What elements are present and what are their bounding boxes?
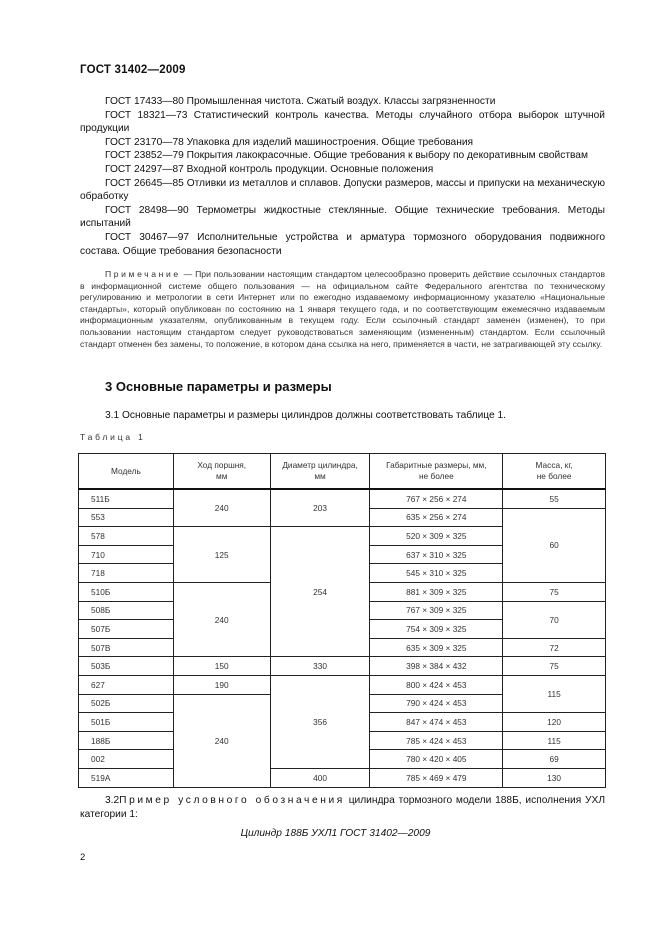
paragraph-text: цилиндра тормозного модели 188Б, исполнения УХЛ категории 1: [80, 795, 606, 820]
reference-item: ГОСТ 26645—85 Отливки из металлов и сплавов. Допуски размеров, массы и припуски на механическую обработку [80, 177, 605, 203]
cell-model: 718 [79, 564, 174, 583]
cell-mass: 70 [503, 601, 606, 638]
cell-model: 188Б [79, 731, 174, 750]
cell-mass: 55 [503, 489, 606, 508]
cell-model: 508Б [79, 601, 174, 620]
parameters-table [78, 453, 606, 788]
cell-dimensions: 790 × 424 × 453 [370, 694, 503, 713]
header-dimensions: Габаритные размеры, мм, не более [370, 454, 503, 490]
header-model: Модель [79, 454, 174, 490]
reference-item: ГОСТ 17433—80 Промышленная чистота. Сжатый воздух. Классы загрязненности [105, 96, 496, 107]
cell-model: 507Б [79, 620, 174, 639]
cell-model: 002 [79, 750, 174, 769]
table-caption: Таблица 1 [80, 432, 146, 442]
cell-model: 511Б [79, 489, 174, 508]
cell-mass: 120 [503, 713, 606, 732]
cell-dimensions: 881 × 309 × 325 [370, 582, 503, 601]
cell-model: 503Б [79, 657, 174, 676]
cell-model: 510Б [79, 582, 174, 601]
cell-dimensions: 767 × 309 × 325 [370, 601, 503, 620]
cell-stroke: 150 [173, 657, 270, 676]
cell-dimensions: 545 × 310 × 325 [370, 564, 503, 583]
paragraph-3-1: 3.1 Основные параметры и размеры цилиндров должны соответствовать таблице 1. [105, 410, 506, 421]
cell-stroke: 190 [173, 675, 270, 694]
cell-dimensions: 785 × 424 × 453 [370, 731, 503, 750]
reference-item: ГОСТ 28498—90 Термометры жидкостные стеклянные. Общие технические требования. Методы испытаний [80, 204, 605, 230]
reference-item: ГОСТ 23852—79 Покрытия лакокрасочные. Общие требования к выбору по декоративным свойствам [105, 150, 588, 162]
reference-item: ГОСТ 24297—87 Входной контроль продукции. Основные положения [105, 163, 434, 175]
cell-dimensions: 780 × 420 × 405 [370, 750, 503, 769]
cell-dimensions: 637 × 310 × 325 [370, 545, 503, 564]
reference-item: ГОСТ 18321—73 Статистический контроль качества. Методы случайного отбора выборок штучной продукции [80, 109, 605, 135]
cell-dimensions: 398 × 384 × 432 [370, 657, 503, 676]
cell-diameter: 330 [270, 657, 370, 676]
reference-item: ГОСТ 23170—78 Упаковка для изделий машиностроения. Общие требования [105, 136, 474, 148]
cell-mass: 115 [503, 731, 606, 750]
cell-model: 553 [79, 508, 174, 527]
table-row [79, 489, 606, 508]
page-number: 2 [80, 852, 86, 863]
cell-mass: 69 [503, 750, 606, 769]
reference-item: ГОСТ 30467—97 Исполнительные устройства и арматура тормозного оборудования подвижного состава. Общие требования безопасности [80, 231, 605, 257]
cell-diameter: 203 [270, 489, 370, 527]
cell-dimensions: 754 × 309 × 325 [370, 620, 503, 639]
cell-dimensions: 847 × 474 × 453 [370, 713, 503, 732]
cell-dimensions: 767 × 256 × 274 [370, 489, 503, 508]
cell-stroke: 125 [173, 527, 270, 583]
header-stroke: Ход поршня, мм [173, 454, 270, 490]
cell-model: 502Б [79, 694, 174, 713]
table-row [79, 657, 606, 676]
section-title: 3 Основные параметры и размеры [105, 379, 332, 394]
cell-dimensions: 785 × 469 × 479 [370, 768, 503, 787]
cell-mass: 75 [503, 657, 606, 676]
normative-references [80, 95, 605, 258]
cell-mass: 75 [503, 582, 606, 601]
cell-dimensions: 800 × 424 × 453 [370, 675, 503, 694]
note-block [80, 269, 605, 350]
spaced-label: Пример условного обозначения [119, 795, 345, 806]
cell-model: 507В [79, 638, 174, 657]
cell-stroke: 240 [173, 489, 270, 527]
cell-stroke: 240 [173, 582, 270, 656]
cell-model: 627 [79, 675, 174, 694]
paragraph-number: 3.2 [105, 795, 120, 806]
table-row [79, 675, 606, 694]
cell-stroke: 240 [173, 694, 270, 787]
header-diameter: Диаметр цилиндра, мм [270, 454, 370, 490]
cell-model: 578 [79, 527, 174, 546]
note-dash: — [180, 269, 196, 279]
cell-mass: 115 [503, 675, 606, 712]
designation-example: Цилиндр 188Б УХЛ1 ГОСТ 31402—2009 [240, 828, 431, 839]
header-mass: Масса, кг, не более [503, 454, 606, 490]
table-row [79, 768, 606, 787]
cell-dimensions: 520 × 309 × 325 [370, 527, 503, 546]
document-header: ГОСТ 31402—2009 [80, 64, 186, 76]
cell-mass: 60 [503, 508, 606, 582]
cell-dimensions: 635 × 309 × 325 [370, 638, 503, 657]
note-text: При пользовании настоящим стандартом целесообразно проверить действие ссылочных стандартов в информационной системе общего пользования — на официальном сайте Федерального агентства по техническому регулированию и метрологии в сети Интернет или по ежегодно издаваемому информационному указателю «Национальные стандарты», который опубликован по состоянию на 1 января текущего года, и по соответствующим ежемесячно издаваемым информационным указателям, опубликованным в текущем году. Если ссылочный стандарт заменен (изменен), то при пользовании настоящим стандартом следует руководствоваться заменяющим (измененным) стандартом. Если ссылочный стандарт отменен без замены, то положение, в котором дана ссылка на него, применяется в части, не затрагивающей эту ссылку. [80, 269, 606, 349]
cell-model: 501Б [79, 713, 174, 732]
cell-diameter: 400 [270, 768, 370, 787]
cell-diameter: 254 [270, 527, 370, 657]
cell-mass: 72 [503, 638, 606, 657]
note-label: Примечание [105, 269, 181, 279]
cell-model: 519А [79, 768, 174, 787]
paragraph-3-2 [80, 794, 605, 822]
cell-dimensions: 635 × 256 × 274 [370, 508, 503, 527]
cell-model: 710 [79, 545, 174, 564]
table-header-row [79, 454, 606, 490]
cell-diameter: 356 [270, 675, 370, 768]
cell-mass: 130 [503, 768, 606, 787]
